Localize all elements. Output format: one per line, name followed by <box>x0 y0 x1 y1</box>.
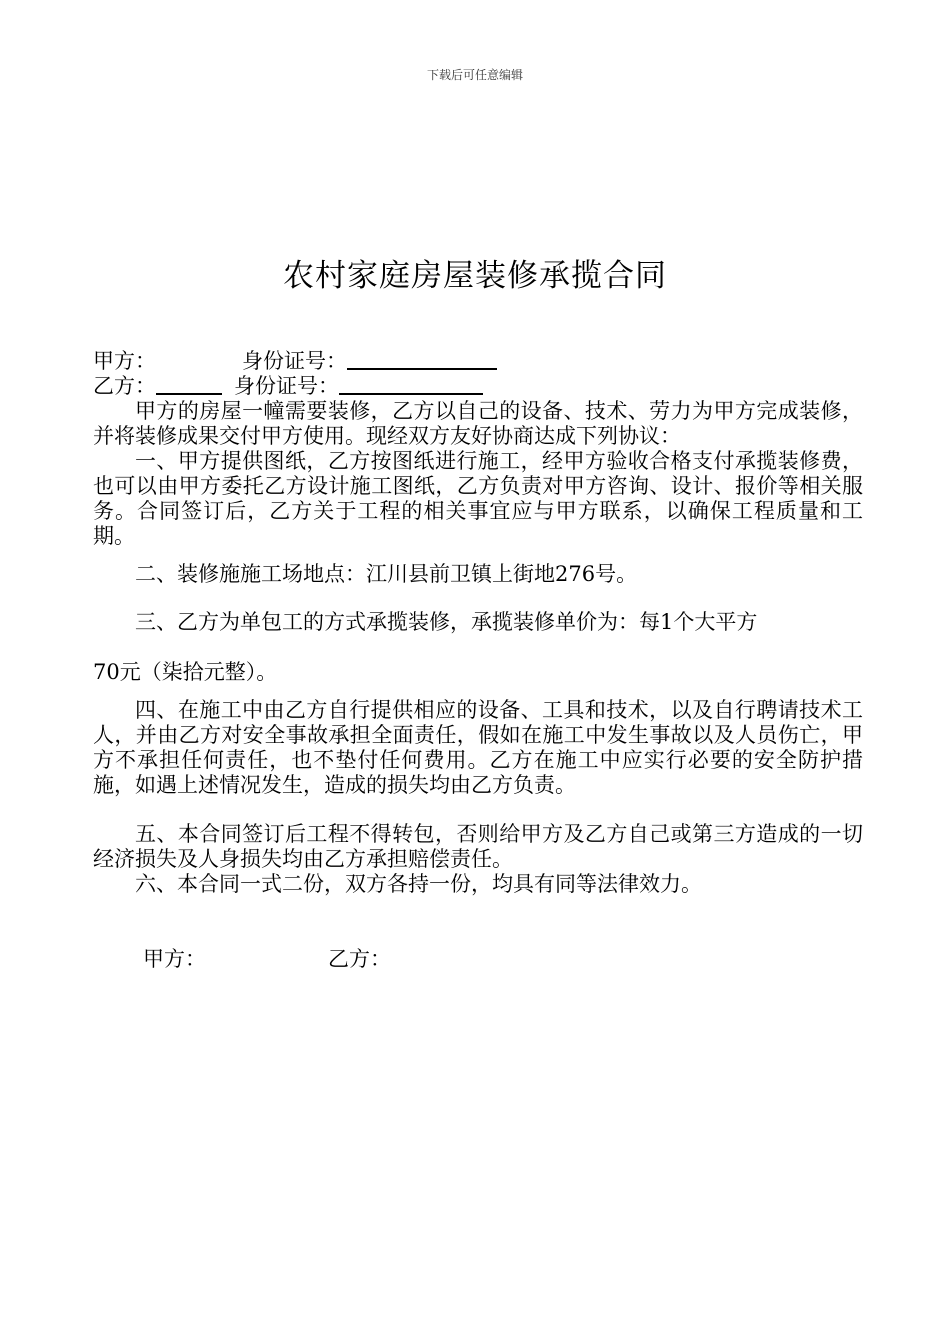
party-b-line <box>93 373 483 399</box>
signature-party-b: 乙方： <box>328 947 391 971</box>
clause-3-line-1: 三、乙方为单包工的方式承揽装修，承揽装修单价为：每1个大平方 <box>135 610 758 634</box>
party-a-line <box>93 348 497 374</box>
clause-6: 六、本合同一式二份，双方各持一份，均具有同等法律效力。 <box>135 872 702 896</box>
clause-4: 四、在施工中由乙方自行提供相应的设备、工具和技术，以及自行聘请技术工人，并由乙方对安全事故承担全面责任，假如在施工中发生事故以及人员伤亡，甲方不承担任何责任，也不垫付任何费用。乙方在施工中应实行必要的安全防护措施，如遇上述情况发生，造成的损失均由乙方负责。 <box>93 698 863 797</box>
party-b-id-label: 身份证号： <box>234 374 339 398</box>
party-b-id-blank[interactable] <box>339 373 483 395</box>
party-b-name-blank[interactable] <box>156 373 222 395</box>
party-a-id-blank[interactable] <box>347 348 497 370</box>
clause-1: 一、甲方提供图纸，乙方按图纸进行施工，经甲方验收合格支付承揽装修费，也可以由甲方委托乙方设计施工图纸，乙方负责对甲方咨询、设计、报价等相关服务。合同签订后，乙方关于工程的相关事宜应与甲方联系，以确保工程质量和工期。 <box>93 449 863 548</box>
document-title: 农村家庭房屋装修承揽合同 <box>283 258 667 294</box>
party-a-label: 甲方： <box>93 349 156 373</box>
clause-5: 五、本合同签订后工程不得转包，否则给甲方及乙方自己或第三方造成的一切经济损失及人身损失均由乙方承担赔偿责任。 <box>93 822 863 871</box>
intro-paragraph: 甲方的房屋一幢需要装修，乙方以自己的设备、技术、劳力为甲方完成装修，并将装修成果交付甲方使用。现经双方友好协商达成下列协议： <box>93 399 863 448</box>
party-a-id-label: 身份证号： <box>242 349 347 373</box>
clause-2: 二、装修施施工场地点：江川县前卫镇上街地276号。 <box>135 562 638 586</box>
clause-3-line-2: 70元（柒拾元整）。 <box>93 660 278 684</box>
signature-party-a: 甲方： <box>143 947 206 971</box>
header-note: 下载后可任意编辑 <box>426 68 523 82</box>
party-b-label: 乙方： <box>93 374 156 398</box>
